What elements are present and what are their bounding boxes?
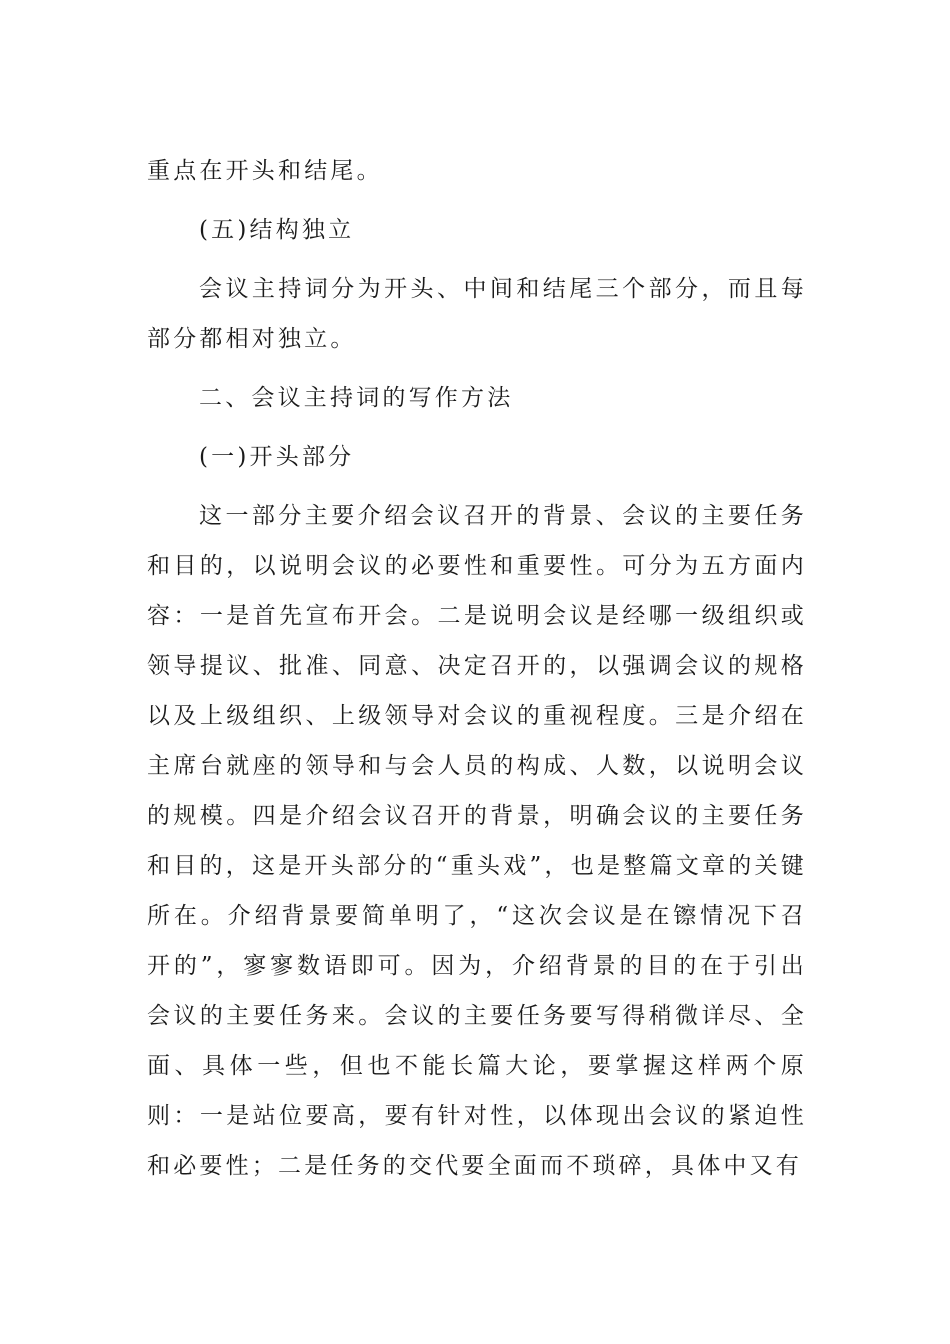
paragraph-continuation: 重点在开头和结尾。 <box>147 158 383 184</box>
paragraph-structure: 会议主持词分为开头、中间和结尾三个部分，而且每部分都相对独立。 <box>147 276 807 352</box>
section-heading-structure: (五)结构独立 <box>199 217 355 243</box>
section-heading-opening: (一)开头部分 <box>199 444 355 470</box>
paragraph-opening: 这一部分主要介绍会议召开的背景、会议的主要任务和目的，以说明会议的必要性和重要性。可分为五方面内容：一是首先宣布开会。二是说明会议是经哪一级组织或领导提议、批准、同意、决定召开的，以强调会议的规格以及上级组织、上级领导对会议的重视程度。三是介绍在主席台就座的领导和与会人员的构成、人数，以说明会议的规模。四是介绍会议召开的背景，明确会议的主要任务和目的，这是开头部分的“重头戏”，也是整篇文章的关键所在。介绍背景要简单明了，“这次会议是在镲情况下召开的”，寥寥数语即可。因为，介绍背景的目的在于引出会议的主要任务来。会议的主要任务要写得稍微详尽、全面、具体一些，但也不能长篇大论，要掌握这样两个原则：一是站位要高，要有针对性，以体现出会议的紧迫性和必要性；二是任务的交代要全面而不琐碎，具体中又有 <box>147 503 807 1179</box>
document-body <box>147 146 807 1200</box>
chapter-heading-writing-method: 二、会议主持词的写作方法 <box>199 385 514 411</box>
